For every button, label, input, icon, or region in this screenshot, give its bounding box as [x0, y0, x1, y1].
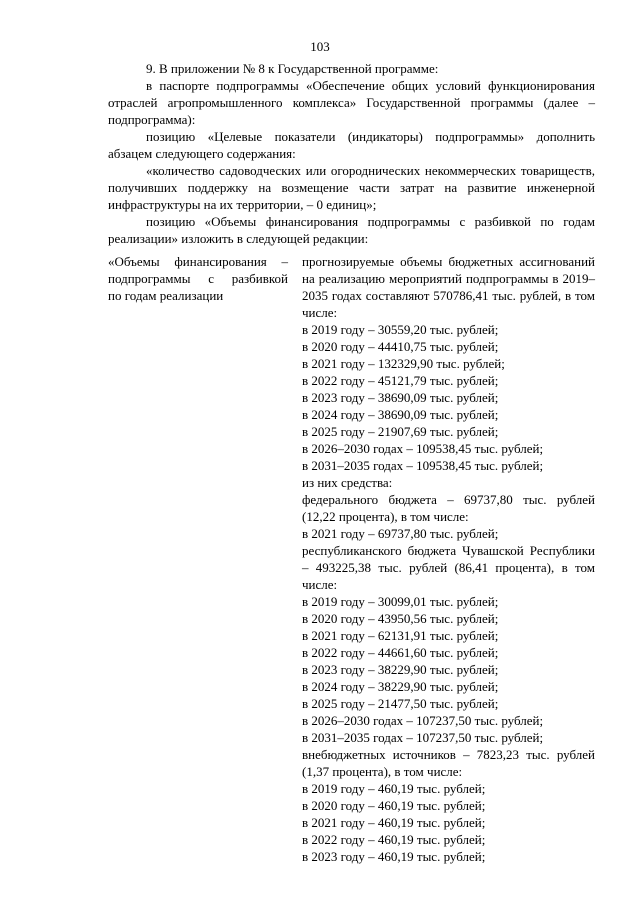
subprogram-passport-paragraph: в паспорте подпрограммы «Обеспечение общих условий функционирования отраслей агропромышленного комплекса» Государственной программы (далее – подпрограмма): [108, 78, 595, 127]
list-item: в 2020 году – 43950,56 тыс. рублей; [302, 611, 499, 626]
list-item: в 2020 году – 44410,75 тыс. рублей; [302, 339, 499, 354]
list-item: в 2019 году – 30559,20 тыс. рублей; [302, 322, 499, 337]
amendment-item-9: 9. В приложении № 8 к Государственной программе: [146, 61, 439, 76]
target-indicators-paragraph: позицию «Целевые показатели (индикаторы) подпрограммы» дополнить абзацем следующего содержания: [108, 129, 595, 161]
federal-by-year-list [302, 525, 595, 542]
list-item: в 2025 году – 21907,69 тыс. рублей; [302, 424, 499, 439]
page-number: 103 [310, 39, 330, 54]
republic-budget-text: республиканского бюджета Чувашской Республики – 493225,38 тыс. рублей (86,41 процента), в том числе: [302, 543, 595, 592]
list-item: в 2022 году – 460,19 тыс. рублей; [302, 832, 486, 847]
list-item: в 2020 году – 460,19 тыс. рублей; [302, 798, 486, 813]
funding-position-paragraph: позицию «Объемы финансирования подпрограммы с разбивкой по годам реализации» изложить в следующей редакции: [108, 214, 595, 246]
list-item: в 2025 году – 21477,50 тыс. рублей; [302, 696, 499, 711]
funding-position-label [108, 253, 288, 304]
offbudget-sources-text: внебюджетных источников – 7823,23 тыс. рублей (1,37 процента), в том числе: [302, 747, 595, 779]
list-item: в 2031–2035 годах – 107237,50 тыс. рублей; [302, 730, 544, 745]
label-line: подпрограммы с разбивкой [108, 271, 288, 286]
list-item: в 2024 году – 38229,90 тыс. рублей; [302, 679, 499, 694]
federal-budget-text: федерального бюджета – 69737,80 тыс. рублей (12,22 процента), в том числе: [302, 492, 595, 524]
list-item: в 2026–2030 годах – 109538,45 тыс. рублей; [302, 441, 544, 456]
list-item: в 2031–2035 годах – 109538,45 тыс. рублей; [302, 458, 544, 473]
sources-heading: из них средства: [302, 475, 393, 490]
list-item: в 2023 году – 460,19 тыс. рублей; [302, 849, 486, 864]
republic-by-year-list [302, 593, 595, 746]
funding-details [302, 253, 595, 865]
list-item: в 2023 году – 38229,90 тыс. рублей; [302, 662, 499, 677]
label-line: по годам реализации [108, 288, 224, 303]
list-item: в 2026–2030 годах – 107237,50 тыс. рублей; [302, 713, 544, 728]
list-item: в 2021 году – 69737,80 тыс. рублей; [302, 526, 499, 541]
list-item: в 2021 году – 460,19 тыс. рублей; [302, 815, 486, 830]
list-item: в 2021 году – 132329,90 тыс. рублей; [302, 356, 505, 371]
list-item: в 2022 году – 44661,60 тыс. рублей; [302, 645, 499, 660]
offbudget-by-year-list [302, 780, 595, 865]
list-item: в 2021 году – 62131,91 тыс. рублей; [302, 628, 499, 643]
total-funding-text: прогнозируемые объемы бюджетных ассигнований на реализацию мероприятий подпрограммы в 2019–2035 годах составляют 570786,41 тыс. рублей, в том числе: [302, 254, 595, 320]
new-indicator-paragraph: «количество садоводческих или огороднических некоммерческих товариществ, получивших поддержку на возмещение части затрат на развитие инженерной инфраструктуры на их территории, – 0 единиц»; [108, 163, 595, 212]
list-item: в 2024 году – 38690,09 тыс. рублей; [302, 407, 499, 422]
list-item: в 2019 году – 30099,01 тыс. рублей; [302, 594, 499, 609]
list-item: в 2022 году – 45121,79 тыс. рублей; [302, 373, 499, 388]
intro-section [108, 60, 595, 247]
label-line: «Объемы финансирования – [108, 254, 288, 269]
list-item: в 2023 году – 38690,09 тыс. рублей; [302, 390, 499, 405]
total-by-year-list [302, 321, 595, 474]
list-item: в 2019 году – 460,19 тыс. рублей; [302, 781, 486, 796]
